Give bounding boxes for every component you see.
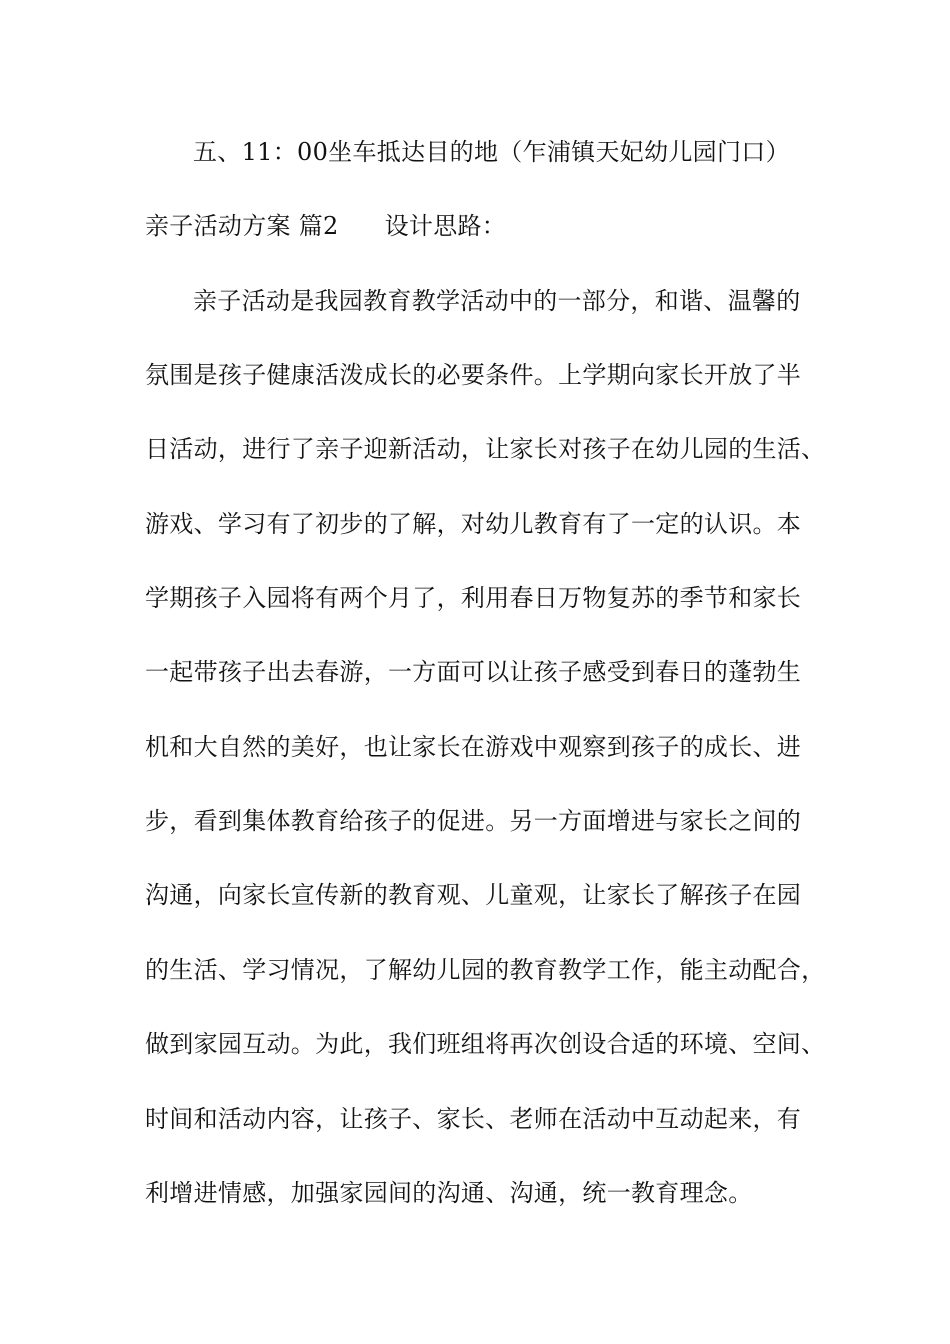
paragraph-line: 机和大自然的美好，也让家长在游戏中观察到孩子的成长、进 bbox=[145, 733, 802, 761]
paragraph-line: 氛围是孩子健康活泼成长的必要条件。上学期向家长开放了半 bbox=[145, 361, 802, 389]
paragraph-line: 利增进情感，加强家园间的沟通、沟通，统一教育理念。 bbox=[145, 1179, 753, 1207]
section-heading bbox=[145, 211, 825, 241]
paragraph-line: 学期孩子入园将有两个月了，利用春日万物复苏的季节和家长 bbox=[145, 584, 802, 612]
paragraph-line: 游戏、学习有了初步的了解，对幼儿教育有了一定的认识。本 bbox=[145, 510, 802, 538]
paragraph-line: 做到家园互动。为此，我们班组将再次创设合适的环境、空间、 bbox=[145, 1030, 826, 1058]
paragraph-line: 的生活、学习情况，了解幼儿园的教育教学工作，能主动配合， bbox=[145, 956, 826, 984]
paragraph-line: 沟通，向家长宣传新的教育观、儿童观，让家长了解孩子在园 bbox=[145, 881, 802, 909]
paragraph-line: 一起带孩子出去春游，一方面可以让孩子感受到春日的蓬勃生 bbox=[145, 658, 802, 686]
paragraph-line: 时间和活动内容，让孩子、家长、老师在活动中互动起来，有 bbox=[145, 1105, 802, 1133]
paragraph-line: 日活动，进行了亲子迎新活动，让家长对孩子在幼儿园的生活、 bbox=[145, 435, 826, 463]
section-subtitle: 设计思路： bbox=[384, 212, 507, 240]
paragraph-line: 步，看到集体教育给孩子的促进。另一方面增进与家长之间的 bbox=[145, 807, 802, 835]
section-title: 亲子活动方案 篇2 bbox=[145, 212, 339, 240]
paragraph-line: 五、11：00坐车抵达目的地（乍浦镇天妃幼儿园门口） bbox=[193, 138, 790, 166]
paragraph-line: 亲子活动是我园教育教学活动中的一部分，和谐、温馨的 bbox=[193, 287, 801, 315]
